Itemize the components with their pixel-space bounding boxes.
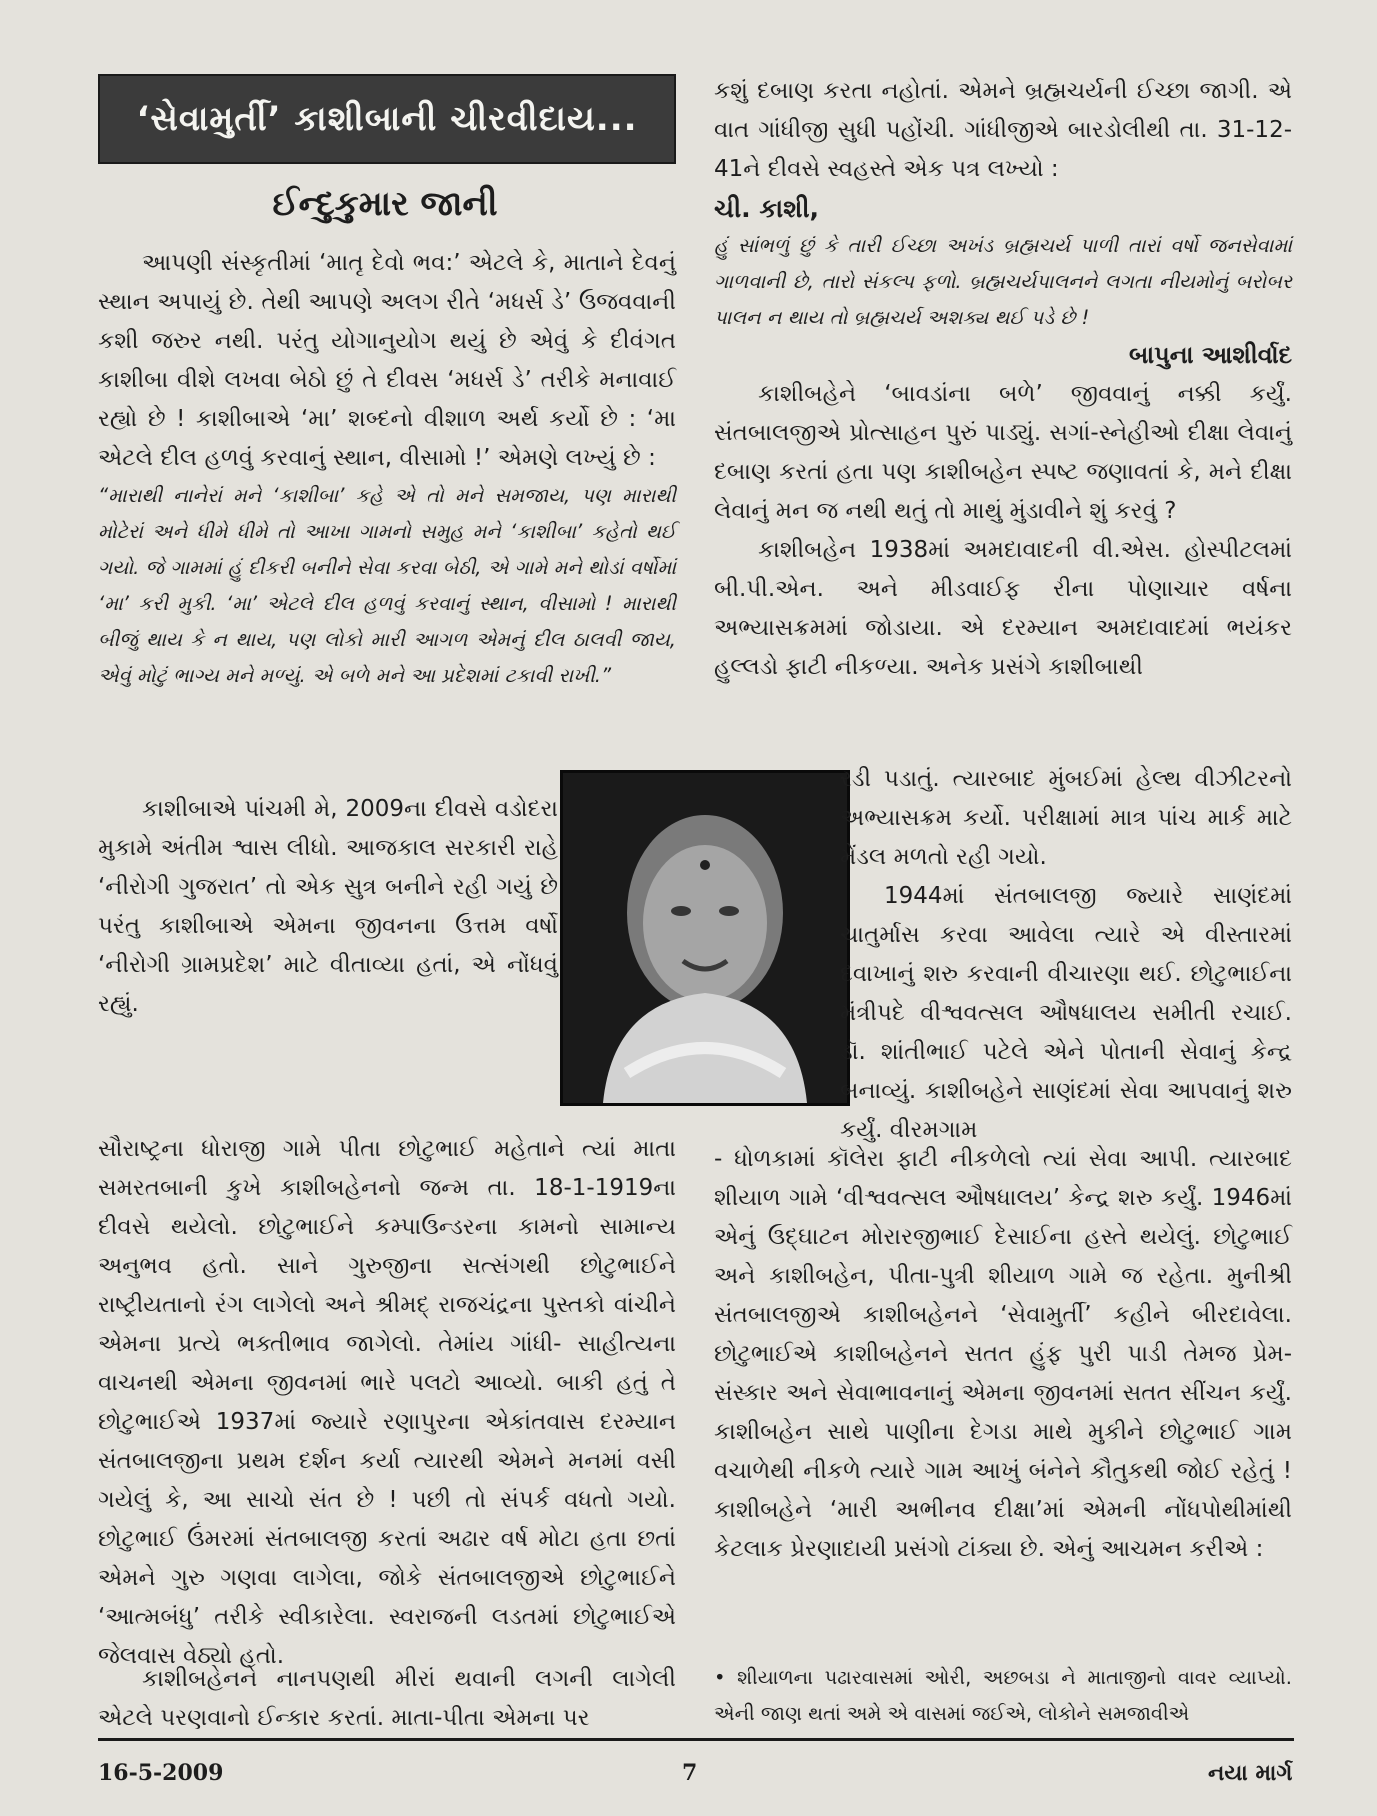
paragraph: કાશીબાએ પાંચમી મે, 2009ના દીવસે વડોદરા મુકામે અંતીમ શ્વાસ લીધો. આજકાલ સરકારી રાહે ‘નીરોગી ગુજરાત’ તો એક સુત્ર બનીને રહી ગયું છે પરંતુ કાશીબાએ એમના જીવનના ઉત્તમ વર્ષો ‘નીરોગી ગ્રામપ્રદેશ’ માટે વીતાવ્યા હતાં, એ નોંધવું રહ્યું.: [98, 796, 558, 1017]
footer-date: 16-5-2009: [98, 1760, 224, 1786]
paragraph: કશું દબાણ કરતા નહોતાં. એમને બ્રહ્મચર્યની ઈચ્છા જાગી. એ વાત ગાંધીજી સુધી પહોંચી. ગાંધીજીએ બારડોલીથી તા. 31-12-41ને દીવસે સ્વહસ્તે એક પત્ર લખ્યો :: [714, 78, 1292, 182]
right-column-middle: [840, 760, 1292, 1150]
paragraph: કાશીબહેનને નાનપણથી મીરાં થવાની લગની લાગેલી એટલે પરણવાનો ઈન્કાર કરતાં. માતા-પીતા એમના પર: [98, 1666, 676, 1731]
paragraph: સૌરાષ્ટ્રના ધોરાજી ગામે પીતા છોટુભાઈ મહેતાને ત્યાં માતા સમરતબાની કુખે કાશીબહેનનો જન્મ તા. 18-1-1919ના દીવસે થયેલો. છોટુભાઈને કમ્પાઉન્ડરના કામનો સામાન્ય અનુભવ હતો. સાને ગુરુજીના સત્સંગથી છોટુભાઈને રાષ્ટ્રીયતાનો રંગ લાગેલો અને શ્રીમદ્ રાજચંદ્રના પુસ્તકો વાંચીને એમના પ્રત્યે ભક્તીભાવ જાગેલો. તેમાંય ગાંધી- સાહીત્યના વાચનથી એમના જીવનમાં ભારે પલટો આવ્યો. બાકી હતું તે છોટુભાઈએ 1937માં જ્યારે રણાપુરના એકાંતવાસ દરમ્યાન સંતબાલજીના પ્રથમ દર્શન કર્યા ત્યારથી એમને મનમાં વસી ગયેલું કે, આ સાચો સંત છે ! પછી તો સંપર્ક વધતો ગયો. છોટુભાઈ ઉંમરમાં સંતબાલજી કરતાં અઢાર વર્ષ મોટા હતા છતાં એમને ગુરુ ગણવા લાગેલા, જોકે સંતબાલજીએ છોટુભાઈને ‘આત્મબંધુ’ તરીકે સ્વીકારેલા. સ્વરાજની લડતમાં છોટુભાઈએ જેલવાસ વેઠ્યો હતો.: [98, 1136, 676, 1669]
right-column-top: [714, 72, 1292, 687]
paragraph: 1944માં સંતબાલજી જ્યારે સાણંદમાં ચાતુર્માસ કરવા આવેલા ત્યારે એ વીસ્તારમાં દવાખાનું શરુ કરવાની વીચારણા થઈ. છોટુભાઈના મંત્રીપદે વીશ્વવત્સલ ઔષધાલય સમીતી રચાઈ. ડૉ. શાંતીભાઈ પટેલે એને પોતાની સેવાનું કેન્દ્ર બનાવ્યું. કાશીબહેને સાણંદમાં સેવા આપવાનું શરુ કર્યું. વીરમગામ: [840, 883, 1292, 1143]
left-column-top: [98, 244, 676, 694]
right-column-tail: [714, 1660, 1292, 1732]
right-column-bottom: [714, 1140, 1292, 1569]
gandhi-letter: હું સાંભળું છું કે તારી ઈચ્છા અખંડ બ્રહ્મચર્ય પાળી તારાં વર્ષો જનસેવામાં ગાળવાની છે, તારો સંકલ્પ ફળો. બ્રહ્મચર્યપાલનને લગતા નીયમોનું બરોબર પાલન ન થાય તો બ્રહ્મચર્ય અશક્ય થઈ પડે છે !: [714, 234, 1292, 329]
paragraph: કાશીબહેન 1938માં અમદાવાદની વી.એસ. હોસ્પીટલમાં બી.પી.એન. અને મીડવાઈફ રીના પોણાચાર વર્ષના અભ્યાસક્રમમાં જોડાયા. એ દરમ્યાન અમદાવાદમાં ભયંકર હુલ્લડો ફાટી નીકળ્યા. અનેક પ્રસંગે કાશીબાથી: [714, 537, 1292, 680]
bullet-item: • શીયાળના પઢારવાસમાં ઓરી, અછબડા ને માતાજીનો વાવર વ્યાપ્યો. એની જાણ થતાં અમે એ વાસમાં જઈએ, લોકોને સમજાવીએ: [714, 1666, 1292, 1725]
left-column-middle: [98, 790, 558, 1024]
author-byline: ઈન્દુકુમાર જાની: [272, 184, 498, 224]
paragraph: આપણી સંસ્કૃતીમાં ‘માતૃ દેવો ભવ:’ એટલે કે, માતાને દેવનું સ્થાન અપાયું છે. તેથી આપણે અલગ રીતે ‘મધર્સ ડે’ ઉજવવાની કશી જરુર નથી. પરંતુ યોગાનુયોગ થયું છે એવું કે દીવંગત કાશીબા વીશે લખવા બેઠો છું તે દીવસ ‘મધર્સ ડે’ તરીકે મનાવાઈ રહ્યો છે ! કાશીબાએ ‘મા’ શબ્દનો વીશાળ અર્થ કર્યો છે : ‘મા એટલે દીલ હળવું કરવાનું સ્થાન, વીસામો !’ એમણે લખ્યું છે :: [98, 250, 676, 471]
page-number: 7: [682, 1760, 698, 1786]
letter-signature: બાપુના આશીર્વાદ: [1129, 341, 1292, 369]
block-quote: “મારાથી નાનેરાં મને ‘કાશીબા’ કહે એ તો મને સમજાય, પણ મારાથી મોટેરાં અને ધીમે ધીમે તો આખા ગામનો સમુહ મને ‘કાશીબા’ કહેતો થઈ ગયો. જે ગામમાં હું દીકરી બનીને સેવા કરવા બેઠી, એ ગામે મને થોડાં વર્ષોમાં ‘મા’ કરી મુકી. ‘મા’ એટલે દીલ હળવું કરવાનું સ્થાન, વીસામો ! મારાથી બીજું થાય કે ન થાય, પણ લોકો મારી આગળ એમનું દીલ ઠાલવી જાય, એવું મોટું ભાગ્ય મને મળ્યું. એ બળે મને આ પ્રદેશમાં ટકાવી રાખી.”: [98, 484, 676, 687]
magazine-name: નયા માર્ગ: [1208, 1760, 1293, 1786]
left-column-bottom: [98, 1130, 676, 1676]
paragraph: રડી પડાતું. ત્યારબાદ મુંબઈમાં હેલ્થ વીઝીટરનો અભ્યાસક્રમ કર્યો. પરીક્ષામાં માત્ર પાંચ માર્ક માટે મેંડલ મળતો રહી ગયો.: [840, 766, 1292, 870]
portrait-image: [563, 773, 847, 1103]
portrait-photo: [560, 770, 850, 1106]
article-title: ‘સેવામુર્તી’ કાશીબાની ચીરવીદાય...: [98, 74, 676, 164]
paragraph: કાશીબહેને ‘બાવડાંના બળે’ જીવવાનું નક્કી કર્યું. સંતબાલજીએ પ્રોત્સાહન પુરું પાડ્યું. સગાં-સ્નેહીઓ દીક્ષા લેવાનું દબાણ કરતાં હતા પણ કાશીબહેન સ્પષ્ટ જણાવતાં કે, મને દીક્ષા લેવાનું મન જ નથી થતું તો માથું મુંડાવીને શું કરવું ?: [714, 381, 1292, 524]
footer-rule: [98, 1738, 1294, 1741]
left-column-tail: [98, 1660, 676, 1738]
letter-salutation: ચી. કાશી,: [714, 194, 820, 223]
paragraph: - ધોળકામાં કૉલેરા ફાટી નીકળેલો ત્યાં સેવા આપી. ત્યારબાદ શીયાળ ગામે ‘વીશ્વવત્સલ ઔષધાલય’ કેન્દ્ર શરુ કર્યું. 1946માં એનું ઉદ્ઘાટન મોરારજીભાઈ દેસાઈના હસ્તે થયેલું. છોટુભાઈ અને કાશીબહેન, પીતા-પુત્રી શીયાળ ગામે જ રહેતા. મુનીશ્રી સંતબાલજીએ કાશીબહેનને ‘સેવામુર્તી’ કહીને બીરદાવેલા. છોટુભાઈએ કાશીબહેનને સતત હુંફ પુરી પાડી તેમજ પ્રેમ-સંસ્કાર અને સેવાભાવનાનું એમના જીવનમાં સતત સીંચન કર્યું. કાશીબહેન સાથે પાણીના દેગડા માથે મુકીને છોટુભાઈ ગામ વચાળેથી નીકળે ત્યારે ગામ આખું બંનેને કૌતુકથી જોઈ રહેતું ! કાશીબહેને ‘મારી અભીનવ દીક્ષા’માં એમની નોંધપોથીમાંથી કેટલાક પ્રેરણાદાયી પ્રસંગો ટાંક્યા છે. એનું આચમન કરીએ :: [714, 1146, 1292, 1562]
